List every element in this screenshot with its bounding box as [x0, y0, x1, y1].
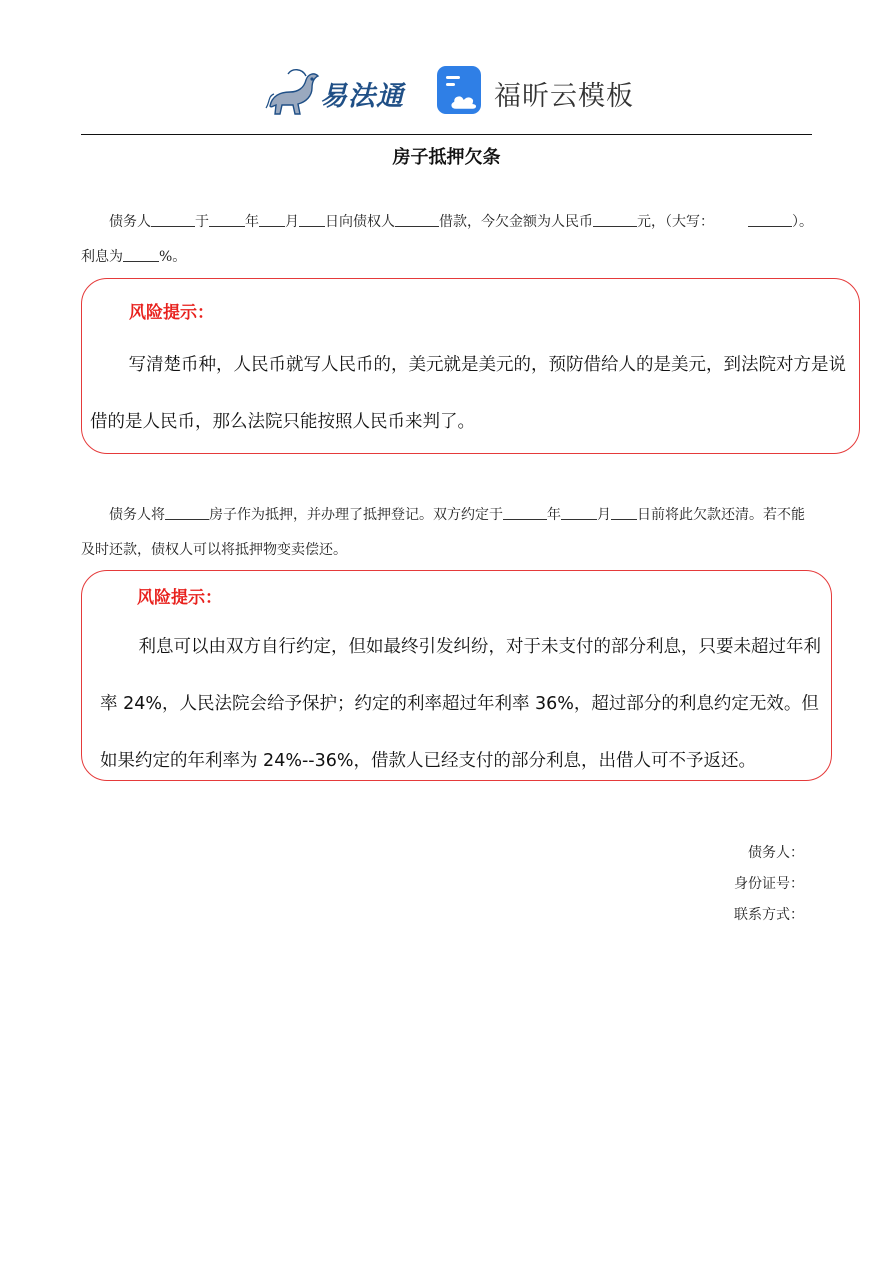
blank-year [503, 505, 547, 520]
blank-property [165, 505, 209, 520]
foxit-template-logo [436, 64, 646, 120]
clause-text: 借款，今欠金额为人民币 [439, 214, 593, 230]
blank-month [561, 505, 597, 520]
loan-clause-paragraph [81, 205, 816, 275]
clause-text: 债务人 [109, 214, 151, 230]
clause-text: 年 [245, 214, 259, 230]
blank-day [299, 212, 325, 227]
risk-notice-box [81, 278, 860, 454]
clause-text: 元，（大写： [637, 214, 714, 230]
clause-text: 月 [597, 507, 611, 523]
header-divider [81, 134, 812, 135]
cloud-document-icon [436, 64, 486, 116]
risk-notice-title: 风险提示： [137, 588, 222, 608]
contact-label: 联系方式： [734, 907, 804, 923]
clause-text: %。 [159, 249, 187, 265]
blank-amount-uppercase [748, 212, 792, 227]
clause-text: 债务人将 [109, 507, 165, 523]
mortgage-clause-paragraph [81, 498, 816, 568]
yifatong-logo [262, 62, 422, 118]
id-number-label: 身份证号： [734, 876, 804, 892]
clause-text: 日向债权人 [325, 214, 395, 230]
risk-notice-box [81, 570, 832, 781]
document-title: 房子抵押欠条 [392, 147, 501, 168]
blank-interest [123, 247, 159, 262]
header [0, 58, 893, 122]
risk-notice-title: 风险提示： [129, 303, 214, 323]
blank-debtor [151, 212, 195, 227]
signature-block [734, 838, 804, 931]
blank-month [259, 212, 285, 227]
blank-year [209, 212, 245, 227]
debtor-label: 债务人： [748, 845, 804, 861]
blank-amount [593, 212, 637, 227]
clause-text: 年 [547, 507, 561, 523]
blank-creditor [395, 212, 439, 227]
clause-text: 房子作为抵押，并办理了抵押登记。双方约定于 [209, 507, 503, 523]
risk-notice-body: 利息可以由双方自行约定，但如最终引发纠纷，对于未支付的部分利息，只要未超过年利率 24%，人民法院会给予保护；约定的利率超过年利率 36%，超过部分的利息约定无效。但如果约定的年利率为 24%--36%，借款人已经支付的部分利息，出借人可不予返还。 [100, 637, 821, 771]
clause-text: 于 [195, 214, 209, 230]
blank-day [611, 505, 637, 520]
yifatong-logo-text: 易法通 [320, 81, 404, 112]
qilin-icon [262, 62, 322, 118]
risk-notice-body: 写清楚币种，人民币就写人民币的，美元就是美元的，预防借给人的是美元，到法院对方是说借的是人民币，那么法院只能按照人民币来判了。 [90, 355, 846, 432]
clause-text: 月 [285, 214, 299, 230]
clause-text: ）。利息为 [81, 214, 813, 265]
foxit-template-text: 福昕云模板 [494, 81, 634, 112]
clause-text: 日前将此欠款还清。若不能及时还款，债权人可以将抵押物变卖偿还。 [81, 507, 805, 558]
